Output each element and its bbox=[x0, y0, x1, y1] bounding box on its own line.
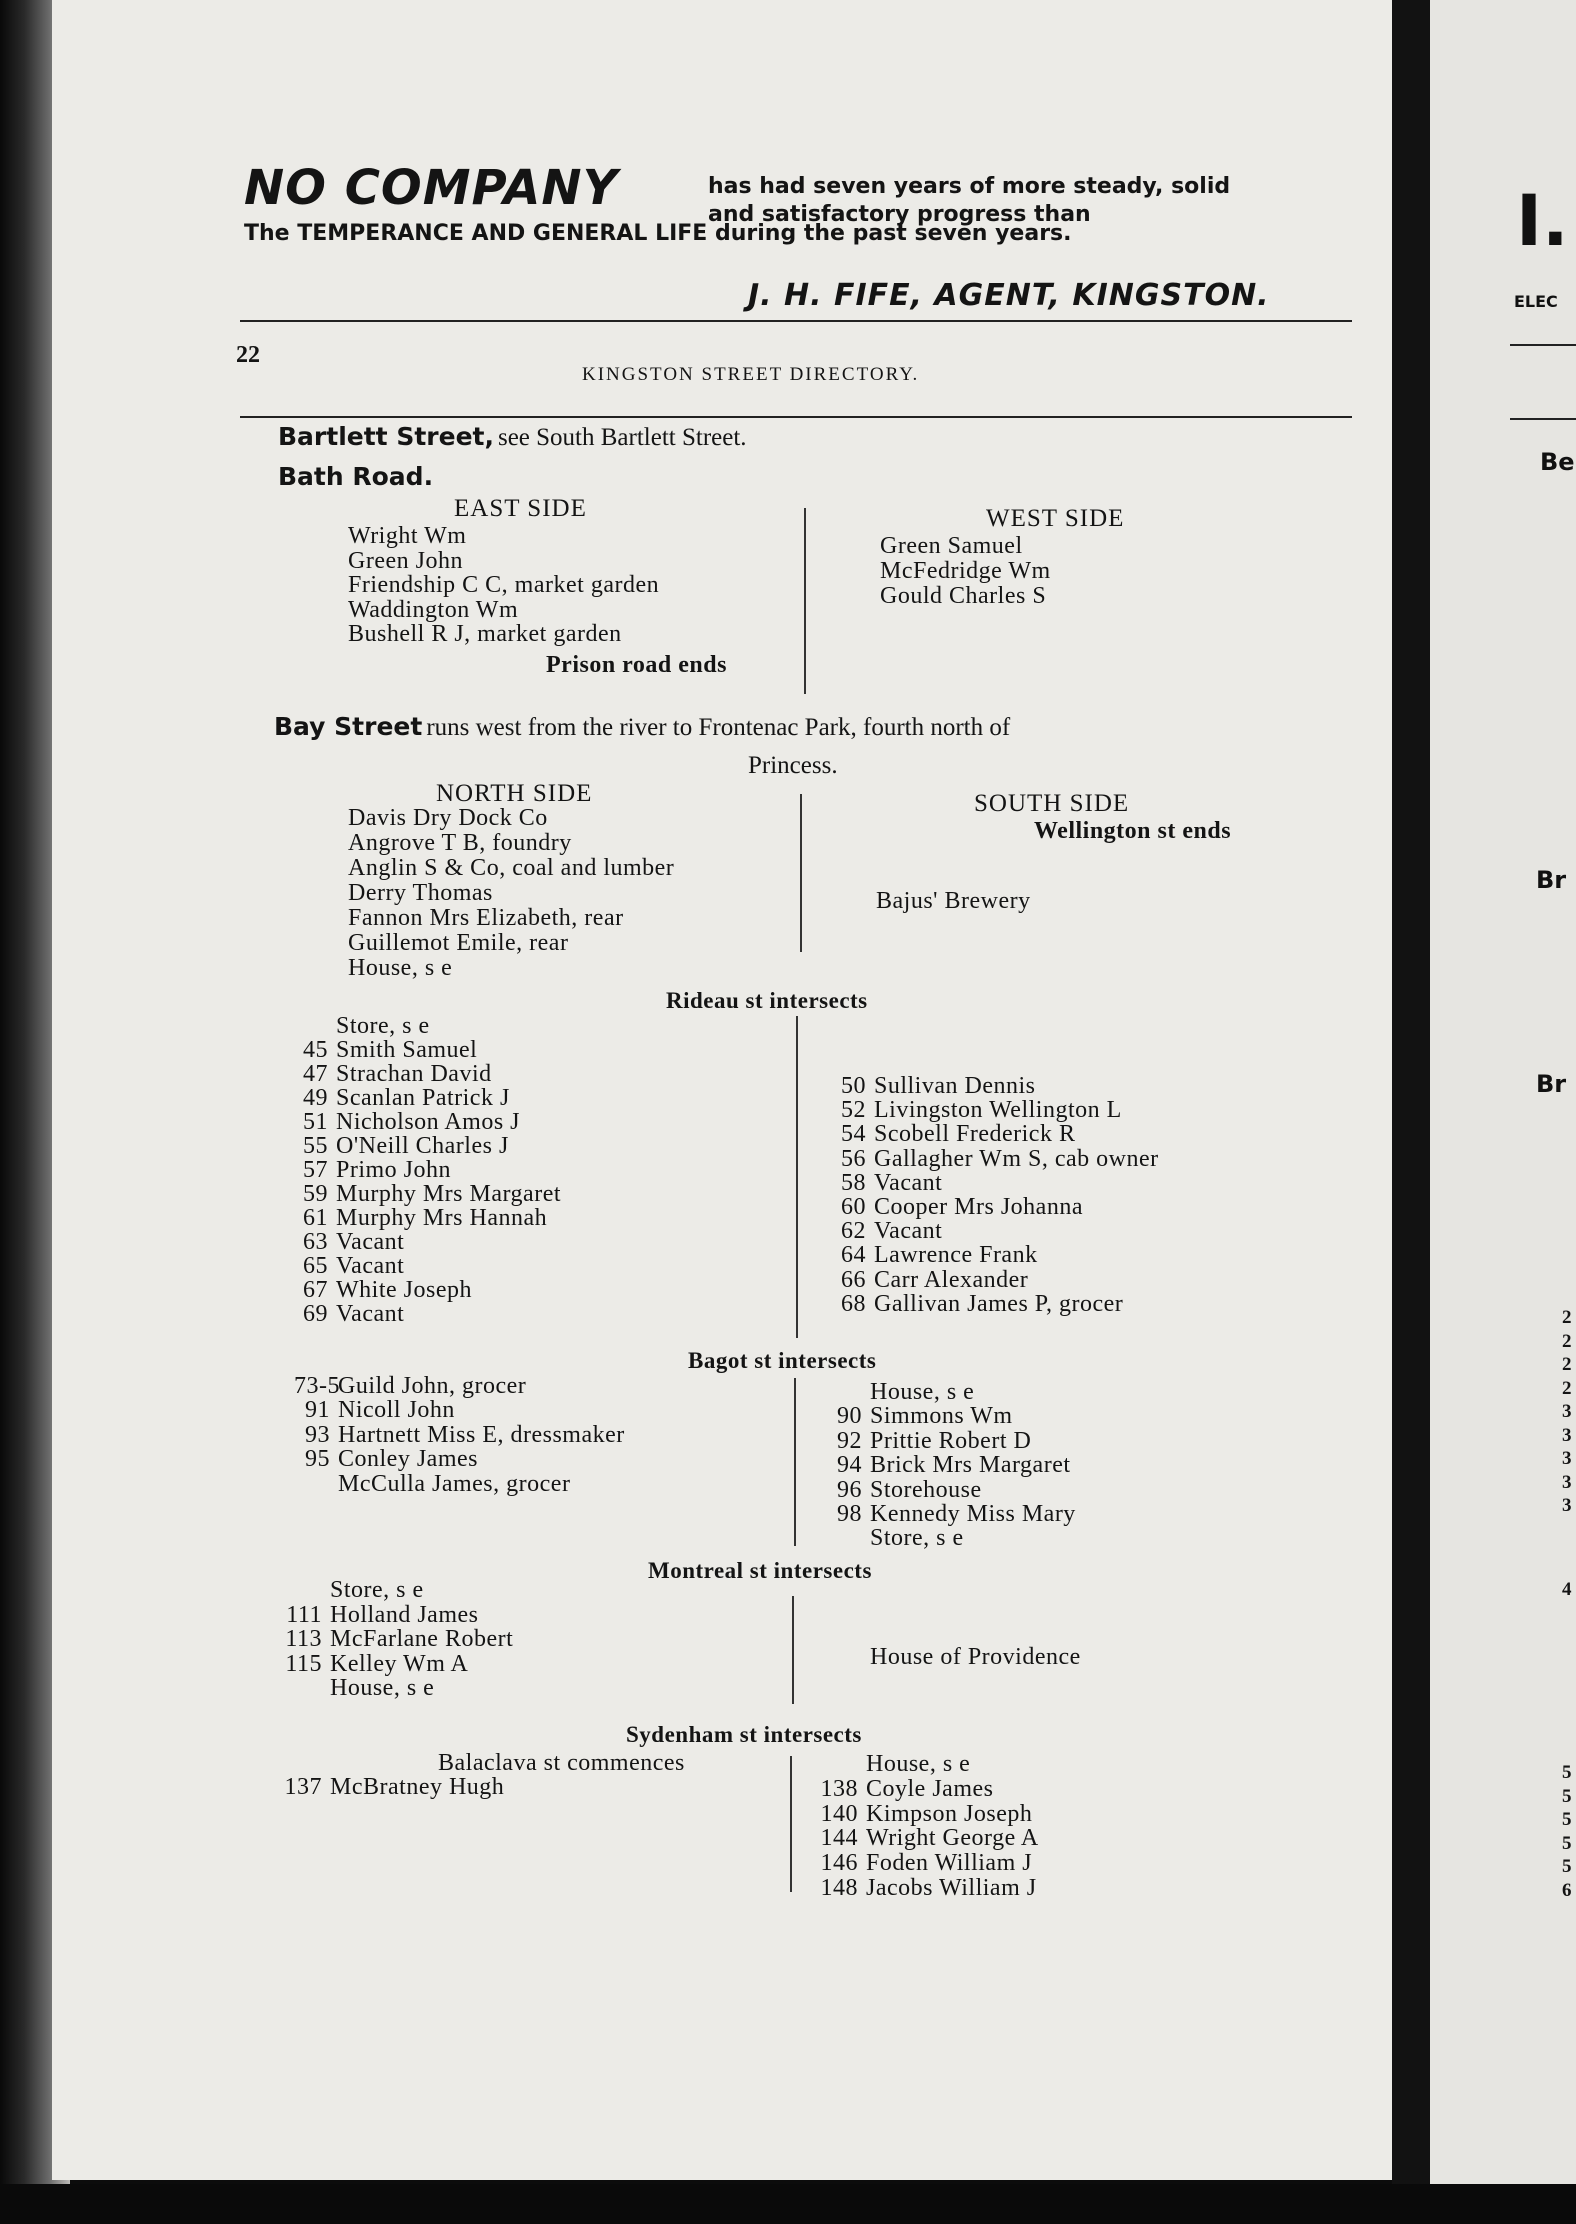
resident-name: Kennedy Miss Mary bbox=[870, 1501, 1076, 1528]
list-item: Green Samuel bbox=[880, 533, 1023, 559]
list-item bbox=[830, 1122, 1159, 1146]
house-number: 54 bbox=[841, 1121, 866, 1148]
header-rule bbox=[240, 416, 1352, 418]
scan-bottom-edge bbox=[0, 2184, 1576, 2224]
house-number: 98 bbox=[837, 1501, 862, 1528]
house-number: 61 bbox=[303, 1205, 328, 1231]
bay-north-heading: NORTH SIDE bbox=[436, 780, 593, 807]
balaclava-commences: Balaclava st commences bbox=[438, 1750, 685, 1776]
house-number: 65 bbox=[303, 1253, 328, 1279]
street-desc: runs west from the river to Frontenac Park, fourth north of bbox=[426, 714, 1011, 741]
list-item bbox=[830, 1268, 1159, 1292]
resident-name: Store, s e bbox=[330, 1577, 424, 1603]
list-item bbox=[300, 1206, 561, 1230]
bagot-intersects: Bagot st intersects bbox=[688, 1348, 877, 1373]
list-item bbox=[300, 1014, 561, 1038]
list-item bbox=[300, 1158, 561, 1182]
list-item bbox=[340, 931, 674, 956]
page-number: 22 bbox=[236, 342, 260, 368]
house-number: 59 bbox=[303, 1181, 328, 1207]
house-number: 111 bbox=[286, 1601, 322, 1628]
house-number: 90 bbox=[837, 1403, 862, 1430]
facing-page-number: 3 bbox=[1562, 1424, 1572, 1446]
list-item bbox=[816, 1802, 1039, 1827]
house-number: 140 bbox=[820, 1800, 858, 1827]
resident-name: Kelley Wm A bbox=[330, 1650, 469, 1677]
list-item bbox=[300, 1302, 561, 1326]
list-item: Waddington Wm bbox=[348, 596, 519, 623]
house-number: 60 bbox=[841, 1194, 866, 1221]
column-divider bbox=[804, 508, 806, 694]
list-item bbox=[816, 1752, 1039, 1777]
list-item bbox=[300, 1110, 561, 1134]
list-item bbox=[830, 1098, 1159, 1122]
list-item bbox=[340, 956, 674, 981]
list-item bbox=[294, 1423, 625, 1447]
resident-name: Livingston Wellington L bbox=[874, 1097, 1122, 1124]
house-number: 92 bbox=[837, 1427, 862, 1454]
house-number: 148 bbox=[820, 1874, 858, 1901]
resident-name: Smith Samuel bbox=[336, 1037, 478, 1063]
bay-street-entry bbox=[274, 712, 1010, 742]
house-number: 50 bbox=[841, 1073, 866, 1099]
house-number: 56 bbox=[841, 1145, 866, 1172]
advert-line-3: The TEMPERANCE AND GENERAL LIFE during the past seven years. bbox=[244, 221, 1072, 246]
facing-page-number: 3 bbox=[1562, 1495, 1572, 1516]
list-item bbox=[300, 1254, 561, 1278]
facing-page-number: 3 bbox=[1562, 1448, 1572, 1469]
street-name: Bartlett Street, bbox=[278, 422, 494, 451]
list-item bbox=[294, 1374, 625, 1398]
list-item bbox=[826, 1453, 1076, 1477]
bay-section-2-south bbox=[830, 1074, 1159, 1316]
sydenham-intersects: Sydenham st intersects bbox=[626, 1722, 862, 1747]
list-item bbox=[340, 881, 674, 906]
house-number: 146 bbox=[820, 1850, 858, 1877]
column-divider bbox=[790, 1756, 792, 1892]
facing-page-numbers bbox=[1562, 1306, 1572, 1902]
house-number: 66 bbox=[841, 1266, 866, 1293]
resident-name: Wright George A bbox=[866, 1825, 1039, 1852]
bajus-brewery: Bajus' Brewery bbox=[876, 888, 1031, 914]
resident-name: Store, s e bbox=[870, 1525, 964, 1552]
resident-name: Anglin S & Co, coal and lumber bbox=[348, 855, 675, 881]
advert-line-1: has had seven years of more steady, solid bbox=[708, 174, 1231, 199]
resident-name: Brick Mrs Margaret bbox=[870, 1452, 1071, 1479]
resident-name: Prittie Robert D bbox=[870, 1427, 1032, 1454]
resident-name: Cooper Mrs Johanna bbox=[874, 1194, 1083, 1221]
list-item bbox=[830, 1195, 1159, 1219]
list-item bbox=[340, 806, 674, 831]
facing-page-number: 6 bbox=[1562, 1879, 1572, 1901]
house-number: 57 bbox=[303, 1157, 328, 1183]
resident-name: Kimpson Joseph bbox=[866, 1800, 1033, 1827]
advert-headline: NO COMPANY bbox=[244, 160, 619, 216]
advert-agent: J. H. FIFE, AGENT, KINGSTON. bbox=[748, 278, 1270, 313]
bartlett-street-entry bbox=[278, 422, 747, 452]
house-number: 138 bbox=[820, 1775, 858, 1802]
bay-section-3-north bbox=[294, 1374, 625, 1496]
list-item bbox=[282, 1652, 513, 1677]
facing-page-number: 4 bbox=[1562, 1578, 1572, 1600]
facing-page-number: 5 bbox=[1562, 1785, 1572, 1807]
bath-east-heading: EAST SIDE bbox=[454, 495, 587, 522]
resident-name: Conley James bbox=[338, 1446, 478, 1473]
list-item bbox=[826, 1478, 1076, 1502]
resident-name: Primo John bbox=[336, 1157, 452, 1183]
facing-page-number: 2 bbox=[1562, 1377, 1572, 1399]
column-divider bbox=[800, 794, 802, 952]
running-header: KINGSTON STREET DIRECTORY. bbox=[582, 364, 920, 385]
list-item bbox=[830, 1171, 1159, 1195]
list-item bbox=[294, 1472, 625, 1496]
resident-name: House, s e bbox=[330, 1675, 435, 1701]
resident-name: Vacant bbox=[874, 1169, 943, 1196]
facing-page-number: 3 bbox=[1562, 1401, 1572, 1422]
resident-name: McBratney Hugh bbox=[330, 1774, 505, 1800]
house-number: 113 bbox=[285, 1626, 322, 1652]
house-number: 69 bbox=[303, 1301, 328, 1327]
house-number: 55 bbox=[303, 1133, 328, 1159]
resident-name: White Joseph bbox=[336, 1277, 472, 1303]
list-item bbox=[282, 1775, 504, 1800]
resident-name: Angrove T B, foundry bbox=[348, 830, 572, 856]
facing-page-br-2: Br bbox=[1536, 1070, 1567, 1098]
list-item: Gould Charles S bbox=[880, 583, 1047, 609]
list-item bbox=[826, 1526, 1076, 1550]
list-item bbox=[826, 1404, 1076, 1428]
house-number: 47 bbox=[303, 1061, 328, 1087]
list-item bbox=[826, 1502, 1076, 1526]
bath-road-heading: Bath Road. bbox=[278, 462, 434, 491]
list-item bbox=[300, 1182, 561, 1206]
street-desc: see South Bartlett Street. bbox=[497, 424, 747, 451]
list-item bbox=[816, 1851, 1039, 1876]
bath-west-list bbox=[880, 534, 1051, 609]
house-number: 94 bbox=[837, 1452, 862, 1479]
facing-page-number: 5 bbox=[1562, 1832, 1572, 1854]
resident-name: Storehouse bbox=[870, 1476, 982, 1503]
bath-east-list bbox=[348, 524, 659, 647]
house-number: 51 bbox=[303, 1109, 328, 1135]
bay-section-5-north bbox=[282, 1775, 504, 1800]
resident-name: House, s e bbox=[348, 955, 453, 981]
house-number: 49 bbox=[303, 1085, 328, 1111]
list-item: Green John bbox=[348, 547, 463, 574]
resident-name: Scanlan Patrick J bbox=[336, 1085, 510, 1111]
resident-name: Simmons Wm bbox=[870, 1403, 1013, 1430]
facing-page-be: Be bbox=[1540, 448, 1575, 476]
resident-name: Strachan David bbox=[336, 1061, 492, 1087]
facing-page-number: 2 bbox=[1562, 1354, 1572, 1375]
resident-name: Guillemot Emile, rear bbox=[348, 930, 569, 956]
column-divider bbox=[794, 1378, 796, 1546]
house-number: 68 bbox=[841, 1290, 866, 1317]
facing-page-elec: ELEC bbox=[1514, 292, 1558, 311]
facing-page-number: 2 bbox=[1562, 1330, 1572, 1352]
list-item: Friendship C C, market garden bbox=[348, 572, 660, 598]
list-item bbox=[300, 1134, 561, 1158]
resident-name: Vacant bbox=[336, 1229, 405, 1255]
list-item bbox=[282, 1676, 513, 1701]
resident-name: Gallivan James P, grocer bbox=[874, 1290, 1124, 1317]
resident-name: Murphy Mrs Margaret bbox=[336, 1181, 562, 1207]
list-item bbox=[830, 1292, 1159, 1316]
list-item bbox=[830, 1147, 1159, 1171]
bay-section-4-north bbox=[282, 1578, 513, 1701]
house-number: 67 bbox=[303, 1277, 328, 1303]
list-item bbox=[282, 1603, 513, 1628]
list-item bbox=[830, 1074, 1159, 1098]
house-number: 58 bbox=[841, 1169, 866, 1196]
resident-name: McCulla James, grocer bbox=[338, 1470, 571, 1497]
resident-name: Hartnett Miss E, dressmaker bbox=[338, 1421, 625, 1448]
list-item bbox=[300, 1038, 561, 1062]
list-item bbox=[282, 1578, 513, 1603]
advert-line-2: and satisfactory progress than bbox=[708, 202, 1091, 227]
house-number: 144 bbox=[820, 1825, 858, 1852]
bay-section-3-south bbox=[826, 1380, 1076, 1551]
house-number: 93 bbox=[305, 1421, 330, 1448]
resident-name: Derry Thomas bbox=[348, 880, 493, 906]
list-item bbox=[816, 1826, 1039, 1851]
facing-page-number: 3 bbox=[1562, 1471, 1572, 1493]
resident-name: Guild John, grocer bbox=[338, 1373, 527, 1399]
list-item bbox=[816, 1876, 1039, 1901]
bay-section-5-south bbox=[816, 1752, 1039, 1901]
advert-rule bbox=[240, 320, 1352, 322]
wellington-ends: Wellington st ends bbox=[1034, 818, 1232, 844]
house-number: 115 bbox=[285, 1650, 322, 1677]
bay-desc-cont: Princess. bbox=[748, 752, 838, 779]
resident-name: Store, s e bbox=[336, 1013, 430, 1039]
resident-name: Sullivan Dennis bbox=[874, 1073, 1036, 1099]
list-item bbox=[830, 1243, 1159, 1267]
resident-name: Carr Alexander bbox=[874, 1266, 1029, 1293]
resident-name: Vacant bbox=[874, 1218, 943, 1245]
house-number: 45 bbox=[303, 1037, 328, 1063]
resident-name: Coyle James bbox=[866, 1775, 994, 1802]
bath-west-heading: WEST SIDE bbox=[986, 505, 1125, 532]
list-item bbox=[294, 1398, 625, 1422]
list-item bbox=[826, 1429, 1076, 1453]
list-item: McFedridge Wm bbox=[880, 558, 1051, 584]
resident-name: Jacobs William J bbox=[866, 1874, 1037, 1901]
list-item bbox=[830, 1219, 1159, 1243]
resident-name: McFarlane Robert bbox=[330, 1626, 514, 1652]
bay-section-1-north bbox=[340, 806, 674, 981]
house-number: 91 bbox=[305, 1397, 330, 1424]
house-of-providence: House of Providence bbox=[870, 1644, 1081, 1670]
list-item bbox=[340, 906, 674, 931]
resident-name: Nicoll John bbox=[338, 1397, 455, 1424]
house-number: 96 bbox=[837, 1476, 862, 1503]
house-number: 64 bbox=[841, 1242, 866, 1269]
resident-name: Murphy Mrs Hannah bbox=[336, 1205, 548, 1231]
bay-section-2-north bbox=[300, 1014, 561, 1326]
resident-name: O'Neill Charles J bbox=[336, 1133, 509, 1159]
list-item bbox=[816, 1777, 1039, 1802]
facing-page-number: 2 bbox=[1562, 1307, 1572, 1328]
column-divider bbox=[792, 1596, 794, 1704]
list-item bbox=[826, 1380, 1076, 1404]
resident-name: Foden William J bbox=[866, 1850, 1033, 1877]
facing-page-rule bbox=[1510, 418, 1576, 420]
column-divider bbox=[796, 1016, 798, 1338]
facing-page-letter: I. bbox=[1516, 180, 1569, 262]
montreal-intersects: Montreal st intersects bbox=[648, 1558, 872, 1583]
house-number: 95 bbox=[305, 1446, 330, 1473]
resident-name: House, s e bbox=[866, 1751, 971, 1777]
facing-page bbox=[1430, 0, 1576, 2200]
bay-south-heading: SOUTH SIDE bbox=[974, 790, 1130, 817]
facing-page-br-1: Br bbox=[1536, 866, 1567, 894]
resident-name: Vacant bbox=[336, 1253, 405, 1279]
resident-name: Scobell Frederick R bbox=[874, 1121, 1076, 1148]
list-item bbox=[300, 1230, 561, 1254]
list-item: Bushell R J, market garden bbox=[348, 621, 622, 647]
resident-name: Fannon Mrs Elizabeth, rear bbox=[348, 905, 624, 931]
resident-name: Gallagher Wm S, cab owner bbox=[874, 1145, 1159, 1172]
house-number: 52 bbox=[841, 1097, 866, 1124]
facing-page-rule bbox=[1510, 344, 1576, 346]
list-item bbox=[294, 1447, 625, 1471]
rideau-intersects: Rideau st intersects bbox=[666, 988, 868, 1013]
facing-page-number: 5 bbox=[1562, 1809, 1572, 1830]
list-item: Wright Wm bbox=[348, 523, 467, 549]
list-item bbox=[300, 1062, 561, 1086]
resident-name: Nicholson Amos J bbox=[336, 1109, 521, 1135]
bath-east-end: Prison road ends bbox=[546, 652, 727, 678]
resident-name: Vacant bbox=[336, 1301, 405, 1327]
resident-name: Davis Dry Dock Co bbox=[348, 805, 548, 831]
house-number: 62 bbox=[841, 1218, 866, 1245]
resident-name: Lawrence Frank bbox=[874, 1242, 1038, 1269]
facing-page-number: 5 bbox=[1562, 1856, 1572, 1877]
house-number: 73-5 bbox=[294, 1373, 340, 1399]
house-number: 137 bbox=[284, 1774, 322, 1800]
facing-page-number: 5 bbox=[1562, 1762, 1572, 1783]
street-name: Bay Street bbox=[274, 712, 423, 741]
resident-name: House, s e bbox=[870, 1379, 975, 1405]
house-number: 63 bbox=[303, 1229, 328, 1255]
list-item bbox=[300, 1278, 561, 1302]
list-item bbox=[340, 856, 674, 881]
page-gutter bbox=[1392, 0, 1430, 2224]
directory-page bbox=[52, 0, 1392, 2180]
resident-name: Holland James bbox=[330, 1601, 479, 1628]
list-item bbox=[282, 1627, 513, 1652]
list-item bbox=[300, 1086, 561, 1110]
list-item bbox=[340, 831, 674, 856]
